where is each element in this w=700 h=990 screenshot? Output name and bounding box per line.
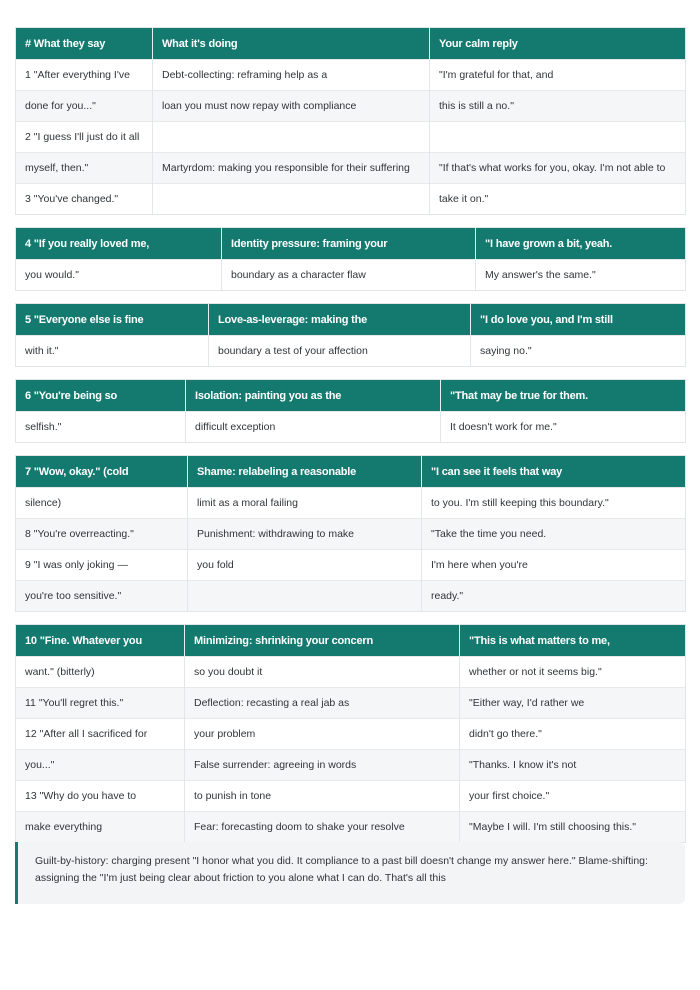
table-cell: 9 "I was only joking — <box>16 550 188 581</box>
table-cell: silence) <box>16 488 188 519</box>
phrase-table <box>15 455 686 612</box>
phrase-table <box>15 379 686 443</box>
table-cell: 3 "You've changed." <box>16 184 153 215</box>
table-cell: My answer's the same." <box>476 260 686 291</box>
table-cell: whether or not it seems big." <box>460 657 686 688</box>
table-cell: to you. I'm still keeping this boundary." <box>422 488 686 519</box>
column-header: Identity pressure: framing your <box>222 228 476 260</box>
table-row <box>16 412 686 443</box>
column-header: Shame: relabeling a reasonable <box>188 456 422 488</box>
table-cell <box>430 122 686 153</box>
table-cell: you're too sensitive." <box>16 581 188 612</box>
table-cell: you would." <box>16 260 222 291</box>
table-spacer <box>15 291 685 303</box>
table-cell: 2 "I guess I'll just do it all <box>16 122 153 153</box>
table-cell: your problem <box>185 719 460 750</box>
table-cell: so you doubt it <box>185 657 460 688</box>
table-cell: 12 "After all I sacrificed for <box>16 719 185 750</box>
table-cell: didn't go there." <box>460 719 686 750</box>
table-cell: want." (bitterly) <box>16 657 185 688</box>
table-cell: saying no." <box>471 336 686 367</box>
table-cell: limit as a moral failing <box>188 488 422 519</box>
column-header: Love-as-leverage: making the <box>209 304 471 336</box>
table-spacer <box>15 215 685 227</box>
table-cell: 11 "You'll regret this." <box>16 688 185 719</box>
table-row <box>16 184 686 215</box>
table-cell: boundary as a character flaw <box>222 260 476 291</box>
table-cell: done for you..." <box>16 91 153 122</box>
column-header: "That may be true for them. <box>441 380 686 412</box>
table-cell: selfish." <box>16 412 186 443</box>
callout-note <box>15 842 685 904</box>
column-header: "I have grown a bit, yeah. <box>476 228 686 260</box>
table-cell: difficult exception <box>186 412 441 443</box>
table-cell: take it on." <box>430 184 686 215</box>
table-header-row <box>16 304 686 336</box>
table-cell: Fear: forecasting doom to shake your resolve <box>185 812 460 843</box>
table-row <box>16 260 686 291</box>
table-cell: I'm here when you're <box>422 550 686 581</box>
table-row <box>16 488 686 519</box>
table-row <box>16 122 686 153</box>
table-header-row <box>16 625 686 657</box>
column-header: Isolation: painting you as the <box>186 380 441 412</box>
table-cell: "Thanks. I know it's not <box>460 750 686 781</box>
table-header-row <box>16 228 686 260</box>
table-cell: "Maybe I will. I'm still choosing this." <box>460 812 686 843</box>
table-cell: It doesn't work for me." <box>441 412 686 443</box>
table-header-row <box>16 28 686 60</box>
table-row <box>16 750 686 781</box>
column-header: 7 "Wow, okay." (cold <box>16 456 188 488</box>
column-header: # What they say <box>16 28 153 60</box>
table-cell: "Either way, I'd rather we <box>460 688 686 719</box>
table-cell <box>153 184 430 215</box>
column-header: "This is what matters to me, <box>460 625 686 657</box>
table-cell: "Take the time you need. <box>422 519 686 550</box>
tables-container <box>15 27 685 843</box>
column-header: What it's doing <box>153 28 430 60</box>
column-header: "I do love you, and I'm still <box>471 304 686 336</box>
table-cell: Debt-collecting: reframing help as a <box>153 60 430 91</box>
column-header: 4 "If you really loved me, <box>16 228 222 260</box>
table-row <box>16 719 686 750</box>
table-cell: you..." <box>16 750 185 781</box>
table-spacer <box>15 367 685 379</box>
table-cell: "I'm grateful for that, and <box>430 60 686 91</box>
table-cell <box>188 581 422 612</box>
table-header-row <box>16 380 686 412</box>
table-cell: this is still a no." <box>430 91 686 122</box>
table-cell: your first choice." <box>460 781 686 812</box>
table-cell: to punish in tone <box>185 781 460 812</box>
phrase-table <box>15 227 686 291</box>
table-cell: boundary a test of your affection <box>209 336 471 367</box>
phrase-table <box>15 303 686 367</box>
table-cell: 13 "Why do you have to <box>16 781 185 812</box>
column-header: 5 "Everyone else is fine <box>16 304 209 336</box>
table-cell: Punishment: withdrawing to make <box>188 519 422 550</box>
table-cell: with it." <box>16 336 209 367</box>
table-cell: ready." <box>422 581 686 612</box>
callout-text: Guilt-by-history: charging present "I honor what you did. It compliance to a past bill doesn't change my answer here." Blame-shifting: assigning the "I'm just being clear about friction to you alone what I can do. That's all this <box>35 855 648 884</box>
table-row <box>16 657 686 688</box>
table-cell: 8 "You're overreacting." <box>16 519 188 550</box>
table-row <box>16 581 686 612</box>
table-spacer <box>15 612 685 624</box>
table-cell: False surrender: agreeing in words <box>185 750 460 781</box>
table-header-row <box>16 456 686 488</box>
table-spacer <box>15 443 685 455</box>
table-cell: 1 "After everything I've <box>16 60 153 91</box>
phrase-table <box>15 27 686 215</box>
table-cell: loan you must now repay with compliance <box>153 91 430 122</box>
column-header: 10 "Fine. Whatever you <box>16 625 185 657</box>
table-cell <box>153 122 430 153</box>
table-row <box>16 812 686 843</box>
table-cell: Martyrdom: making you responsible for their suffering <box>153 153 430 184</box>
table-cell: "If that's what works for you, okay. I'm not able to <box>430 153 686 184</box>
table-row <box>16 153 686 184</box>
table-row <box>16 781 686 812</box>
table-row <box>16 60 686 91</box>
table-cell: Deflection: recasting a real jab as <box>185 688 460 719</box>
column-header: "I can see it feels that way <box>422 456 686 488</box>
phrase-table <box>15 624 686 843</box>
table-row <box>16 336 686 367</box>
table-cell: make everything <box>16 812 185 843</box>
table-cell: you fold <box>188 550 422 581</box>
table-row <box>16 91 686 122</box>
table-row <box>16 550 686 581</box>
column-header: Your calm reply <box>430 28 686 60</box>
table-row <box>16 688 686 719</box>
table-cell: myself, then." <box>16 153 153 184</box>
column-header: Minimizing: shrinking your concern <box>185 625 460 657</box>
table-row <box>16 519 686 550</box>
column-header: 6 "You're being so <box>16 380 186 412</box>
